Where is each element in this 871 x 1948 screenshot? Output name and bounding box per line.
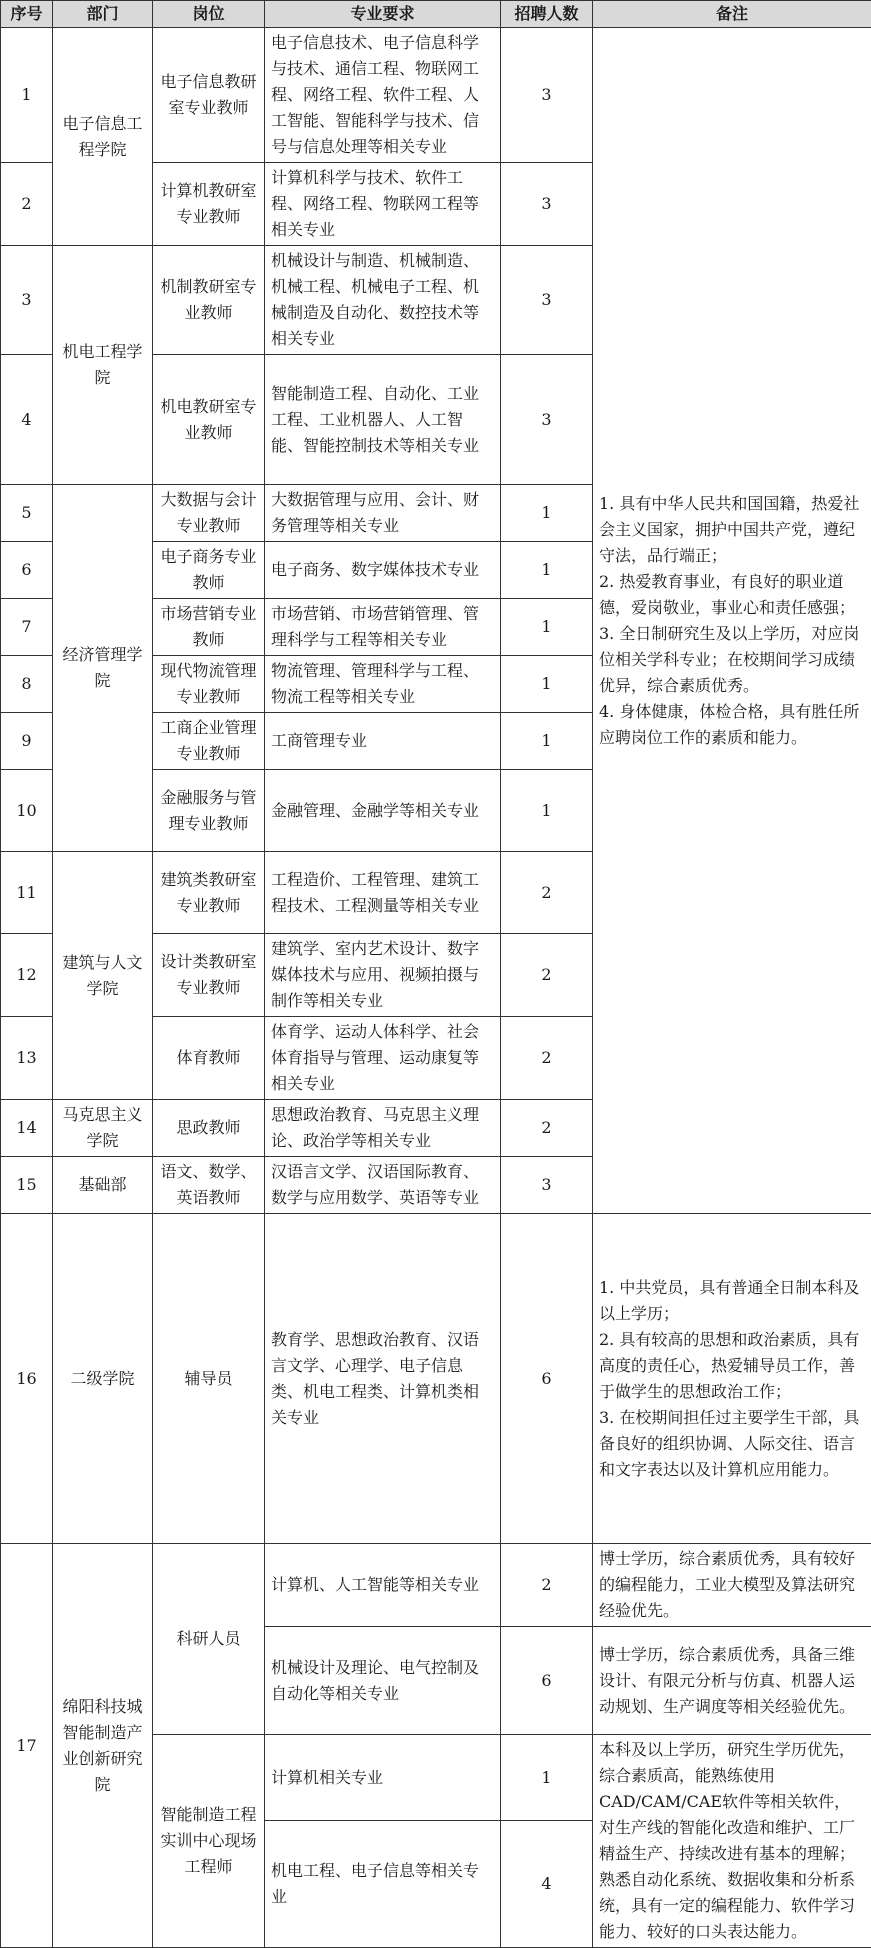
major-cell: 机电工程、电子信息等相关专业: [265, 1821, 501, 1948]
major-cell: 体育学、运动人体科学、社会体育指导与管理、运动康复等相关专业: [265, 1017, 501, 1100]
major-cell: 计算机科学与技术、软件工程、网络工程、物联网工程等相关专业: [265, 163, 501, 246]
note-line: 3. 全日制研究生及以上学历，对应岗位相关学科专业；在校期间学习成绩优异，综合素质优秀。: [599, 621, 865, 699]
major-cell: 智能制造工程、自动化、工业工程、工业机器人、人工智能、智能控制技术等相关专业: [265, 355, 501, 485]
dept-cell: 电子信息工程学院: [53, 28, 153, 246]
post-cell: 市场营销专业教师: [153, 599, 265, 656]
row-no: 9: [1, 713, 53, 770]
table-row: [1, 28, 871, 163]
row-no: 7: [1, 599, 53, 656]
count-cell: 2: [501, 1017, 593, 1100]
post-cell: 计算机教研室专业教师: [153, 163, 265, 246]
count-cell: 2: [501, 934, 593, 1017]
header-note: 备注: [593, 1, 871, 28]
count-cell: 2: [501, 1100, 593, 1157]
post-cell: 工商企业管理专业教师: [153, 713, 265, 770]
major-cell: 计算机相关专业: [265, 1735, 501, 1821]
count-cell: 1: [501, 713, 593, 770]
counselor-requirements-note: [593, 1214, 871, 1544]
row-no: 14: [1, 1100, 53, 1157]
row-no: 13: [1, 1017, 53, 1100]
post-cell: 机制教研室专业教师: [153, 246, 265, 355]
post-cell: 电子信息教研室专业教师: [153, 28, 265, 163]
count-cell: 3: [501, 163, 593, 246]
dept-cell: 经济管理学院: [53, 485, 153, 852]
major-cell: 金融管理、金融学等相关专业: [265, 770, 501, 852]
header-count: 招聘人数: [501, 1, 593, 28]
count-cell: 1: [501, 656, 593, 713]
post-cell: 机电教研室专业教师: [153, 355, 265, 485]
post-cell: 科研人员: [153, 1544, 265, 1735]
row-no: 15: [1, 1157, 53, 1214]
row-no: 1: [1, 28, 53, 163]
post-cell: 金融服务与管理专业教师: [153, 770, 265, 852]
post-cell: 建筑类教研室专业教师: [153, 852, 265, 934]
header-row: [1, 1, 871, 28]
dept-cell: 二级学院: [53, 1214, 153, 1544]
dept-cell: 机电工程学院: [53, 246, 153, 485]
post-cell: 体育教师: [153, 1017, 265, 1100]
row-no: 8: [1, 656, 53, 713]
major-cell: 计算机、人工智能等相关专业: [265, 1544, 501, 1627]
major-cell: 电子信息技术、电子信息科学与技术、通信工程、物联网工程、网络工程、软件工程、人工智能、智能科学与技术、信号与信息处理等相关专业: [265, 28, 501, 163]
note-cell: 本科及以上学历，研究生学历优先，综合素质高，能熟练使用CAD/CAM/CAE软件等相关软件，对生产线的智能化改造和维护、工厂精益生产、持续改进有基本的理解；熟悉自动化系统、数据收集和分析系统，具有一定的编程能力、软件学习能力、较好的口头表达能力。: [593, 1735, 871, 1948]
post-cell: 语文、数学、英语教师: [153, 1157, 265, 1214]
major-cell: 教育学、思想政治教育、汉语言文学、心理学、电子信息类、机电工程类、计算机类相关专业: [265, 1214, 501, 1544]
count-cell: 2: [501, 852, 593, 934]
table-row: [1, 1544, 871, 1627]
count-cell: 4: [501, 1821, 593, 1948]
count-cell: 3: [501, 1157, 593, 1214]
note-line: 3. 在校期间担任过主要学生干部，具备良好的组织协调、人际交往、语言和文字表达以及计算机应用能力。: [599, 1405, 865, 1483]
note-cell: 博士学历，综合素质优秀，具有较好的编程能力，工业大模型及算法研究经验优先。: [593, 1544, 871, 1627]
major-cell: 工程造价、工程管理、建筑工程技术、工程测量等相关专业: [265, 852, 501, 934]
count-cell: 1: [501, 485, 593, 542]
header-major: 专业要求: [265, 1, 501, 28]
dept-cell: 基础部: [53, 1157, 153, 1214]
count-cell: 6: [501, 1627, 593, 1735]
major-cell: 建筑学、室内艺术设计、数字媒体技术与应用、视频拍摄与制作等相关专业: [265, 934, 501, 1017]
note-line: 2. 热爱教育事业，有良好的职业道德，爱岗敬业，事业心和责任感强；: [599, 569, 865, 621]
major-cell: 机械设计及理论、电气控制及自动化等相关专业: [265, 1627, 501, 1735]
note-line: 4. 身体健康，体检合格，具有胜任所应聘岗位工作的素质和能力。: [599, 699, 865, 751]
general-requirements-note: [593, 28, 871, 1214]
major-cell: 思想政治教育、马克思主义理论、政治学等相关专业: [265, 1100, 501, 1157]
row-no: 6: [1, 542, 53, 599]
note-line: 2. 具有较高的思想和政治素质，具有高度的责任心，热爱辅导员工作，善于做学生的思想政治工作；: [599, 1327, 865, 1405]
count-cell: 3: [501, 28, 593, 163]
count-cell: 1: [501, 770, 593, 852]
row-no: 11: [1, 852, 53, 934]
row-no: 17: [1, 1544, 53, 1948]
count-cell: 3: [501, 246, 593, 355]
post-cell: 设计类教研室专业教师: [153, 934, 265, 1017]
major-cell: 工商管理专业: [265, 713, 501, 770]
count-cell: 1: [501, 599, 593, 656]
row-no: 5: [1, 485, 53, 542]
row-no: 10: [1, 770, 53, 852]
count-cell: 2: [501, 1544, 593, 1627]
post-cell: 电子商务专业教师: [153, 542, 265, 599]
post-cell: 思政教师: [153, 1100, 265, 1157]
major-cell: 大数据管理与应用、会计、财务管理等相关专业: [265, 485, 501, 542]
major-cell: 物流管理、管理科学与工程、物流工程等相关专业: [265, 656, 501, 713]
count-cell: 3: [501, 355, 593, 485]
header-no: 序号: [1, 1, 53, 28]
dept-cell: 马克思主义学院: [53, 1100, 153, 1157]
dept-cell: 建筑与人文学院: [53, 852, 153, 1100]
header-dept: 部门: [53, 1, 153, 28]
post-cell: 智能制造工程实训中心现场工程师: [153, 1735, 265, 1948]
header-post: 岗位: [153, 1, 265, 28]
row-no: 12: [1, 934, 53, 1017]
major-cell: 市场营销、市场营销管理、管理科学与工程等相关专业: [265, 599, 501, 656]
post-cell: 辅导员: [153, 1214, 265, 1544]
major-cell: 汉语言文学、汉语国际教育、数学与应用数学、英语等专业: [265, 1157, 501, 1214]
count-cell: 6: [501, 1214, 593, 1544]
note-cell: 博士学历，综合素质优秀，具备三维设计、有限元分析与仿真、机器人运动规划、生产调度等相关经验优先。: [593, 1627, 871, 1735]
row-no: 2: [1, 163, 53, 246]
note-line: 1. 中共党员，具有普通全日制本科及以上学历；: [599, 1275, 865, 1327]
row-no: 3: [1, 246, 53, 355]
row-no: 4: [1, 355, 53, 485]
note-line: 1. 具有中华人民共和国国籍，热爱社会主义国家，拥护中国共产党，遵纪守法，品行端正；: [599, 491, 865, 569]
count-cell: 1: [501, 1735, 593, 1821]
post-cell: 大数据与会计专业教师: [153, 485, 265, 542]
table-row: [1, 1214, 871, 1544]
major-cell: 机械设计与制造、机械制造、机械工程、机械电子工程、机械制造及自动化、数控技术等相关专业: [265, 246, 501, 355]
dept-cell: 绵阳科技城智能制造产业创新研究院: [53, 1544, 153, 1948]
post-cell: 现代物流管理专业教师: [153, 656, 265, 713]
count-cell: 1: [501, 542, 593, 599]
major-cell: 电子商务、数字媒体技术专业: [265, 542, 501, 599]
row-no: 16: [1, 1214, 53, 1544]
